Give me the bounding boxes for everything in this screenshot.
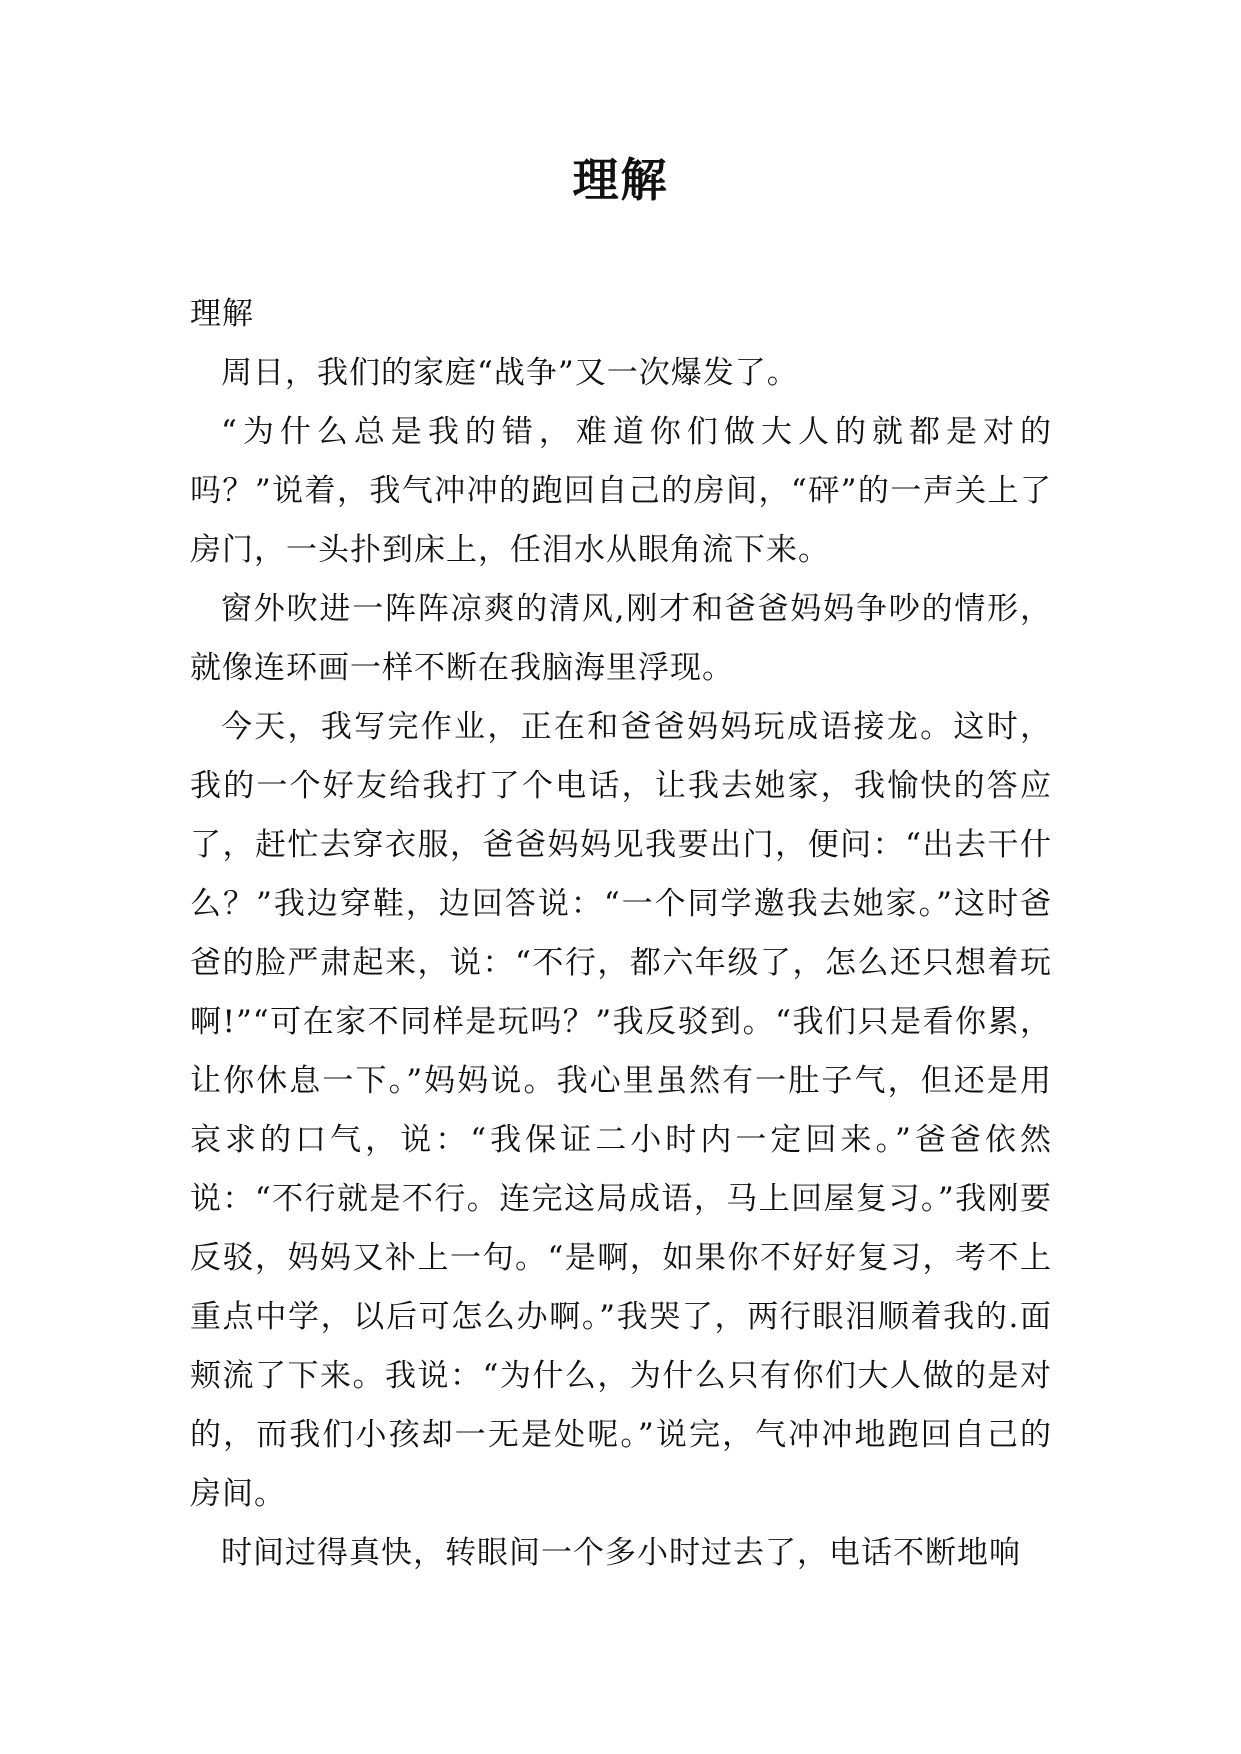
article-subtitle: 理解 — [190, 296, 254, 332]
article-body — [190, 285, 1052, 1583]
paragraph-4: 今天，我写完作业，正在和爸爸妈妈玩成语接龙。这时，我的一个好友给我打了个电话，让我去她家，我愉快的答应了，赶忙去穿衣服，爸爸妈妈见我要出门，便问：“出去干什么？”我边穿鞋，边回答说：“一个同学邀我去她家。”这时爸爸的脸严肃起来，说：“不行，都六年级了，怎么还只想着玩啊!”“可在家不同样是玩吗？”我反驳到。“我们只是看你累，让你休息一下。”妈妈说。我心里虽然有一肚子气，但还是用哀求的口气，说：“我保证二小时内一定回来。”爸爸依然说：“不行就是不行。连完这局成语，马上回屋复习。”我刚要反驳，妈妈又补上一句。“是啊，如果你不好好复习，考不上重点中学，以后可怎么办啊。”我哭了，两行眼泪顺着我的.面颊流了下来。我说：“为什么，为什么只有你们大人做的是对的，而我们小孩却一无是处呢。”说完，气冲冲地跑回自己的房间。 — [190, 709, 1052, 1512]
paragraph-1: 周日，我们的家庭“战争”又一次爆发了。 — [221, 355, 799, 391]
paragraph-3: 窗外吹进一阵阵凉爽的清风,刚才和爸爸妈妈争吵的情形，就像连环画一样不断在我脑海里浮现。 — [190, 591, 1052, 686]
paragraph-5: 时间过得真快，转眼间一个多小时过去了，电话不断地响 — [221, 1535, 1021, 1571]
page-title: 理解 — [572, 153, 669, 207]
paragraph-2: “为什么总是我的错，难道你们做大人的就都是对的吗？”说着，我气冲冲的跑回自己的房间，“砰”的一声关上了房门，一头扑到床上，任泪水从眼角流下来。 — [190, 414, 1052, 568]
